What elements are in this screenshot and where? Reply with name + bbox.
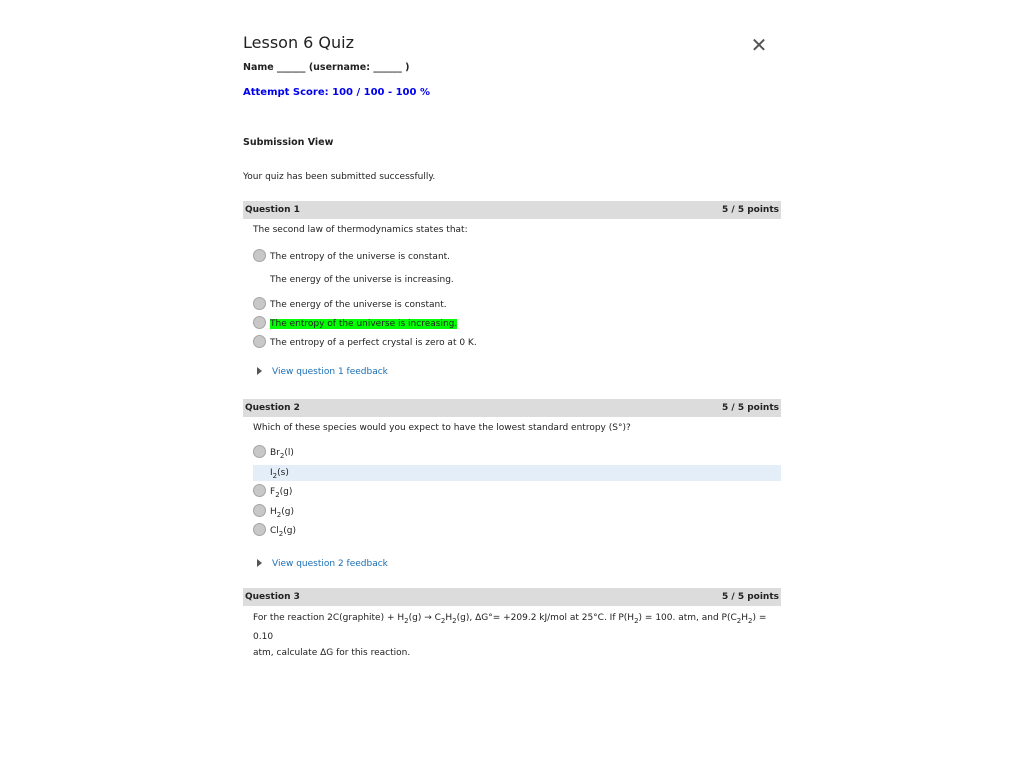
option-label: $F_2(g)$ <box>270 487 293 499</box>
expand-triangle-icon <box>257 559 262 567</box>
question-1-option[interactable] <box>253 335 781 351</box>
option-label: $I_2(s)$ <box>270 468 289 480</box>
radio-button[interactable] <box>253 335 266 348</box>
question-1-text: The second law of thermodynamics states that: <box>253 225 468 235</box>
option-label: The energy of the universe is constant. <box>270 300 447 310</box>
option-label: The energy of the universe is increasing. <box>270 275 454 285</box>
radio-button[interactable] <box>253 504 266 517</box>
option-label: $Br_2(l)$ <box>270 448 294 460</box>
question-2-option[interactable] <box>253 523 781 539</box>
quiz-content <box>243 30 781 658</box>
option-label: $H_2(g)$ <box>270 507 294 519</box>
radio-button[interactable] <box>253 523 266 536</box>
question-2-feedback-link[interactable] <box>257 557 388 571</box>
question-1-option[interactable] <box>253 272 781 288</box>
question-label: Question 3 <box>245 592 300 602</box>
question-label: Question 1 <box>245 205 300 215</box>
radio-button[interactable] <box>253 484 266 497</box>
question-3-header <box>243 588 781 606</box>
radio-button[interactable] <box>253 445 266 458</box>
question-2-option-selected[interactable] <box>253 465 781 481</box>
question-3-text: For the reaction 2C(graphite) + $H_2(g) \to C_2H_2(g)$, ΔG°= +209.2 kJ/mol at 25°C. If $P(H_2) = 100$. atm, and $P(C_2H_2) = 0.10$ atm, calculate ΔG for this reaction. <box>253 613 767 658</box>
option-label: $Cl_2(g)$ <box>270 526 297 538</box>
question-1-header <box>243 201 781 219</box>
option-label-highlighted: The entropy of the universe is increasing. <box>270 319 458 329</box>
option-label: The entropy of a perfect crystal is zero at 0 K. <box>270 338 477 348</box>
submitted-message: Your quiz has been submitted successfully. <box>243 172 436 182</box>
question-points: 5 / 5 points <box>722 592 779 602</box>
close-icon[interactable]: ✕ <box>750 33 768 57</box>
submission-heading: Submission View <box>243 137 334 148</box>
question-1-option[interactable] <box>253 249 781 265</box>
radio-button[interactable] <box>253 249 266 262</box>
name-line: Name ______ (username: ______ ) <box>243 62 410 73</box>
question-label: Question 2 <box>245 403 300 413</box>
expand-triangle-icon <box>257 367 262 375</box>
question-points: 5 / 5 points <box>722 403 779 413</box>
question-2-option[interactable] <box>253 445 781 461</box>
question-2-option[interactable] <box>253 504 781 520</box>
page-title: Lesson 6 Quiz <box>243 33 355 52</box>
question-1-option-correct[interactable] <box>253 316 781 332</box>
attempt-score: Attempt Score: 100 / 100 - 100 % <box>243 87 430 98</box>
radio-button[interactable] <box>253 297 266 310</box>
feedback-label: View question 1 feedback <box>272 367 388 377</box>
radio-button[interactable] <box>253 316 266 329</box>
question-1-feedback-link[interactable] <box>257 365 388 379</box>
question-1-option[interactable] <box>253 297 781 313</box>
feedback-label: View question 2 feedback <box>272 559 388 569</box>
question-points: 5 / 5 points <box>722 205 779 215</box>
question-2-header <box>243 399 781 417</box>
question-2-text: Which of these species would you expect to have the lowest standard entropy (S°)? <box>253 423 631 433</box>
option-label: The entropy of the universe is constant. <box>270 252 451 262</box>
question-2-option[interactable] <box>253 484 781 500</box>
